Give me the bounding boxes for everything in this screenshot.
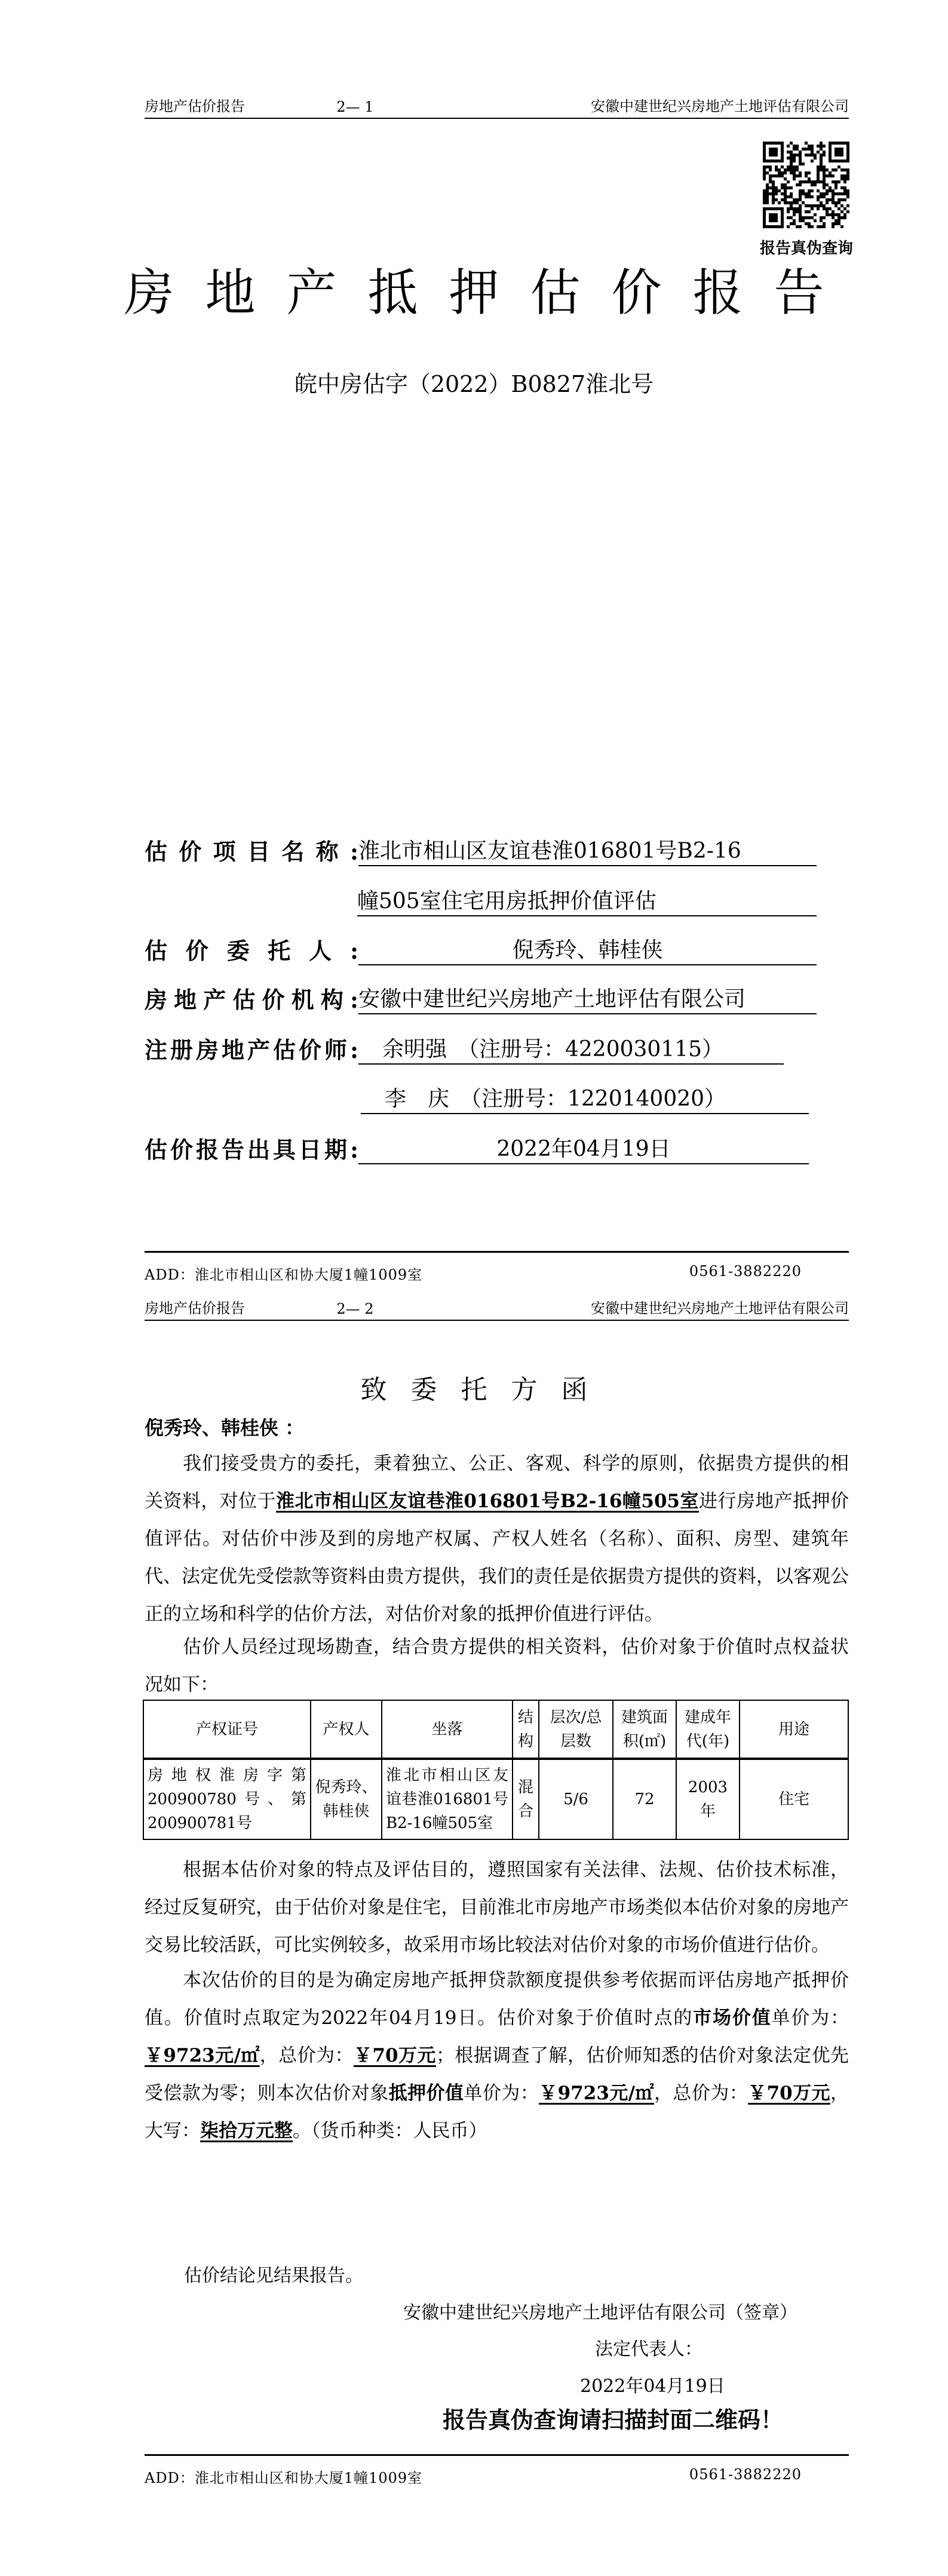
text: 本次估价的目的是为确定房地产抵押贷款额度提供参考依据而评估房地产抵押价值。价值时点取定为2022年04月19日。估价对象于价值时点的 xyxy=(145,1970,849,2029)
field-label: 估价项目名称: xyxy=(145,838,358,865)
legal-representative: 法定代表人： xyxy=(595,2339,702,2360)
col-header: 产权人 xyxy=(311,1700,382,1759)
mortgage-unit-price: ￥9723元/㎡ xyxy=(539,2083,654,2104)
paragraph-valuation xyxy=(145,1962,849,2150)
cell-use: 住宅 xyxy=(740,1759,848,1839)
field-value: 2022年04月19日 xyxy=(358,1136,809,1164)
page-header xyxy=(145,94,849,119)
salutation: 倪秀玲、韩桂侠 ： xyxy=(145,1416,305,1439)
footer-divider xyxy=(145,2454,849,2456)
authenticity-notice: 报告真伪查询请扫描封面二维码！ xyxy=(443,2406,784,2433)
signature-company: 安徽中建世纪兴房地产土地评估有限公司（签章） xyxy=(403,2302,797,2323)
footer-address: ADD：淮北市相山区和协大厦1幢1009室 xyxy=(145,2470,423,2486)
market-value-label: 市场价值 xyxy=(693,2007,772,2029)
field-report-date xyxy=(145,1134,809,1164)
text: 单价为： xyxy=(464,2083,539,2104)
col-header: 层次/总层数 xyxy=(539,1700,613,1759)
property-table xyxy=(143,1700,849,1840)
page-footer xyxy=(145,1263,802,1284)
cell-owner: 倪秀玲、韩桂侠 xyxy=(311,1759,382,1839)
field-project-name-cont xyxy=(357,887,817,916)
page-footer xyxy=(145,2466,802,2487)
text: 进行房地产抵押价值评估。对估价中涉及到的房地产权属、产权人姓名（名称）、面积、房型、建筑年代、法定优先受偿款等资料由贵方提供，我们的责任是依据贵方提供的资料，以客观公正的立场和科学的估价方法，对估价对象的抵押价值进行评估。 xyxy=(145,1491,849,1625)
field-label: 估价委托人: xyxy=(145,937,358,964)
col-header: 建筑面积(㎡) xyxy=(613,1700,676,1759)
cell-certificate: 房地权淮房字第200900780号、第200900781号 xyxy=(143,1759,311,1839)
field-value: 安徽中建世纪兴房地产土地评估有限公司 xyxy=(358,986,817,1014)
field-label: 注册房地产估价师: xyxy=(145,1036,358,1063)
col-header: 用途 xyxy=(740,1700,848,1759)
market-total-price: ￥70万元 xyxy=(353,2045,436,2066)
header-left: 房地产估价报告 xyxy=(145,98,245,115)
col-header: 结构 xyxy=(513,1700,539,1759)
field-client xyxy=(145,936,817,965)
field-value: 倪秀玲、韩桂侠 xyxy=(358,937,817,965)
field-appraisers-cont xyxy=(361,1084,809,1114)
paragraph-intro xyxy=(145,1445,849,1633)
qr-pattern xyxy=(763,142,849,228)
cell-structure: 混合 xyxy=(513,1759,539,1839)
mortgage-value-label: 抵押价值 xyxy=(388,2083,464,2104)
col-header: 坐落 xyxy=(382,1700,513,1759)
report-title: 房地产抵押估价报告 xyxy=(124,263,855,322)
signature-date: 2022年04月19日 xyxy=(580,2376,725,2397)
col-header: 产权证号 xyxy=(143,1700,311,1759)
field-value: 幢505室住宅用房抵押价值评估 xyxy=(357,888,817,916)
table-header-row xyxy=(143,1700,848,1759)
field-label: 估价报告出具日期: xyxy=(145,1136,358,1163)
field-agency xyxy=(145,985,817,1014)
table-row xyxy=(143,1759,848,1839)
text: ，总价为： xyxy=(259,2045,354,2066)
page-number: 2— 2 xyxy=(336,1301,374,1317)
header-left: 房地产估价报告 xyxy=(145,1300,245,1317)
field-value: 淮北市相山区友谊巷淮016801号B2-16 xyxy=(358,838,817,866)
cell-floor: 5/6 xyxy=(539,1759,613,1839)
field-value: 李 庆 （注册号：1220140020） xyxy=(361,1085,809,1114)
amount-in-words: 柒拾万元整 xyxy=(200,2120,293,2142)
field-project-name xyxy=(145,836,817,866)
text: ；根据调查了解，估价师知悉的估价对象法定优先受偿款为零；则本次估价对象 xyxy=(145,2045,849,2104)
document-number: 皖中房估字（2022）B0827淮北号 xyxy=(294,371,654,397)
footer-address: ADD：淮北市相山区和协大厦1幢1009室 xyxy=(145,1266,423,1283)
market-unit-price: ￥9723元/㎡ xyxy=(145,2045,260,2066)
cell-year: 2003年 xyxy=(676,1759,740,1839)
cell-area: 72 xyxy=(613,1759,676,1839)
text: 我们接受贵方的委托，秉着独立、公正、客观、科学的原则，依据贵方提供的相关资料，对位于 xyxy=(145,1453,849,1512)
mortgage-total-price: ￥70万元 xyxy=(748,2083,831,2104)
footer-divider xyxy=(145,1251,849,1253)
page-header xyxy=(145,1296,849,1321)
footer-phone: 0561-3882220 xyxy=(689,1263,802,1280)
property-address: 淮北市相山区友谊巷淮016801号B2-16幢505室 xyxy=(276,1491,699,1512)
header-company: 安徽中建世纪兴房地产土地评估有限公司 xyxy=(590,98,849,115)
field-appraisers xyxy=(145,1035,784,1065)
paragraph-method: 根据本估价对象的特点及评估目的，遵照国家有关法律、法规、估价技术标准，经过反复研究，由于估价对象是住宅，目前淮北市房地产市场类似本估价对象的房地产交易比较活跃，可比实例较多，故采用市场比较法对估价对象的市场价值进行估价。 xyxy=(145,1859,849,1956)
letter-title: 致委托方函 xyxy=(360,1375,612,1405)
text: ，总价为： xyxy=(654,2083,748,2104)
qr-code[interactable] xyxy=(763,142,849,228)
text: ，大写： xyxy=(145,2083,849,2142)
field-label: 房地产估价机构: xyxy=(145,986,358,1013)
footer-phone: 0561-3882220 xyxy=(689,2466,802,2483)
qr-caption: 报告真伪查询 xyxy=(759,240,853,257)
cell-location: 淮北市相山区友谊巷淮016801号B2-16幢505室 xyxy=(382,1759,513,1839)
header-company: 安徽中建世纪兴房地产土地评估有限公司 xyxy=(590,1300,849,1317)
page-number: 2— 1 xyxy=(336,99,374,115)
paragraph-survey: 估价人员经过现场勘查，结合贵方提供的相关资料，估价对象于价值时点权益状况如下： xyxy=(145,1636,849,1695)
field-value: 余明强 （注册号：4220030115） xyxy=(358,1036,784,1065)
col-header: 建成年代(年) xyxy=(676,1700,740,1759)
text: 。（货币种类：人民币） xyxy=(293,2120,487,2142)
conclusion-note: 估价结论见结果报告。 xyxy=(184,2265,363,2286)
text: 单价为： xyxy=(771,2007,849,2029)
